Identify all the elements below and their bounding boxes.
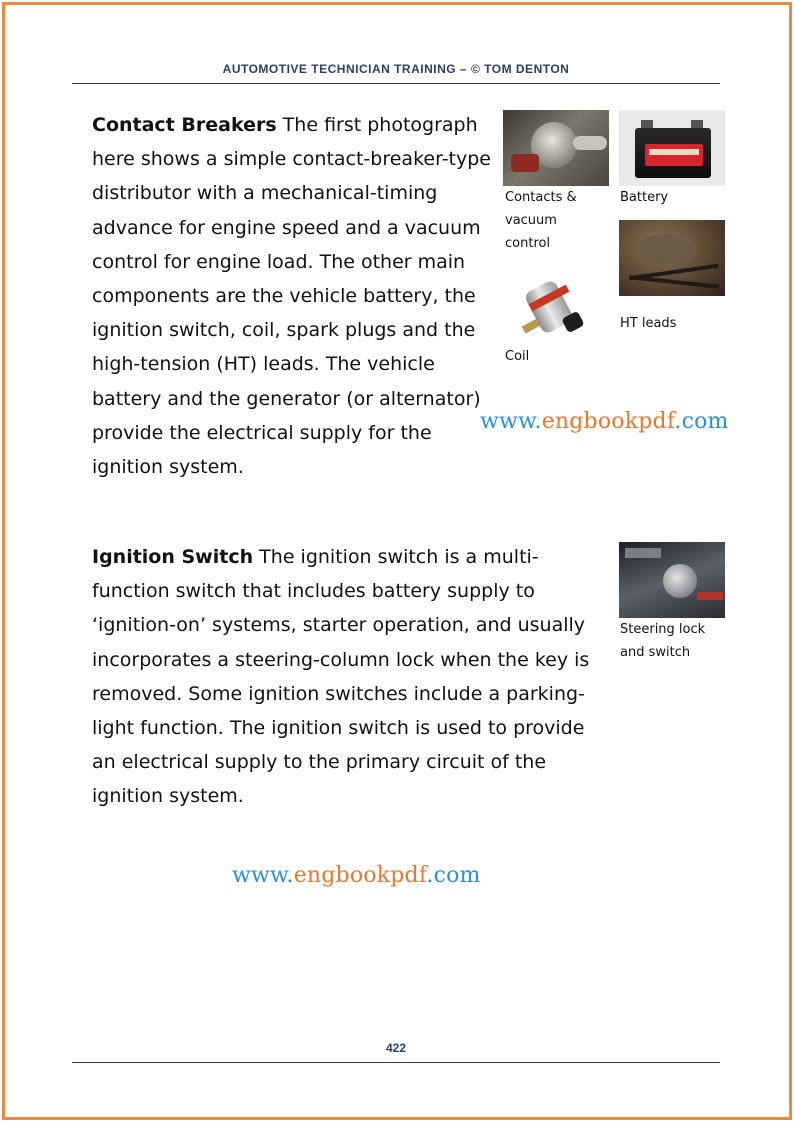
caption-contacts xyxy=(505,186,577,255)
caption-line: control xyxy=(505,236,551,251)
section-heading-ignition-switch: Ignition Switch xyxy=(92,546,254,568)
caption-battery: Battery xyxy=(620,190,669,205)
ht-leads-photo xyxy=(619,220,725,296)
watermark-suffix: .com xyxy=(426,863,481,888)
caption-line: and switch xyxy=(620,645,691,660)
caption-line: vacuum xyxy=(505,213,557,228)
watermark-link[interactable] xyxy=(480,409,729,434)
header-rule xyxy=(72,83,720,84)
caption-coil: Coil xyxy=(505,349,530,364)
watermark-name: engbookpdf xyxy=(293,863,427,888)
steering-lock-photo xyxy=(619,542,725,618)
paragraph-text-contact-breakers: The first photograph here shows a simple contact-breaker-type distributor with a mechanical-timing advance for engine speed and a vacuum control for engine load. The other main components are the vehicle battery, the ignition switch, coil, spark plugs and the high-tension (HT) leads. The vehicle battery and the generator (or alternator) provide the electrical supply for the ignition system. xyxy=(92,114,491,479)
watermark-name: engbookpdf xyxy=(541,409,675,434)
caption-steering-lock xyxy=(620,618,705,664)
section-heading-contact-breakers: Contact Breakers xyxy=(92,114,277,136)
paragraph-contact-breakers xyxy=(92,108,492,484)
watermark-suffix: .com xyxy=(674,409,729,434)
page-number: 422 xyxy=(385,1041,407,1055)
coil-photo xyxy=(510,270,594,346)
footer-rule xyxy=(72,1062,720,1063)
running-header: AUTOMOTIVE TECHNICIAN TRAINING – © TOM DENTON xyxy=(222,62,570,76)
paragraph-text-ignition-switch: The ignition switch is a multi-function switch that includes battery supply to ‘ignition-on’ systems, starter operation, and usually incorporates a steering-column lock when the key is removed. Some ignition switches include a parking-light function. The ignition switch is used to provide an electrical supply to the primary circuit of the ignition system. xyxy=(92,546,590,808)
contacts-vacuum-photo xyxy=(503,110,609,186)
paragraph-ignition-switch xyxy=(92,540,608,814)
caption-line: Contacts & xyxy=(505,190,577,205)
caption-ht-leads: HT leads xyxy=(620,316,677,331)
caption-line: Steering lock xyxy=(620,622,706,637)
watermark-link[interactable] xyxy=(232,863,481,888)
watermark-prefix: www. xyxy=(232,863,294,888)
battery-photo xyxy=(619,110,725,186)
watermark-prefix: www. xyxy=(480,409,542,434)
